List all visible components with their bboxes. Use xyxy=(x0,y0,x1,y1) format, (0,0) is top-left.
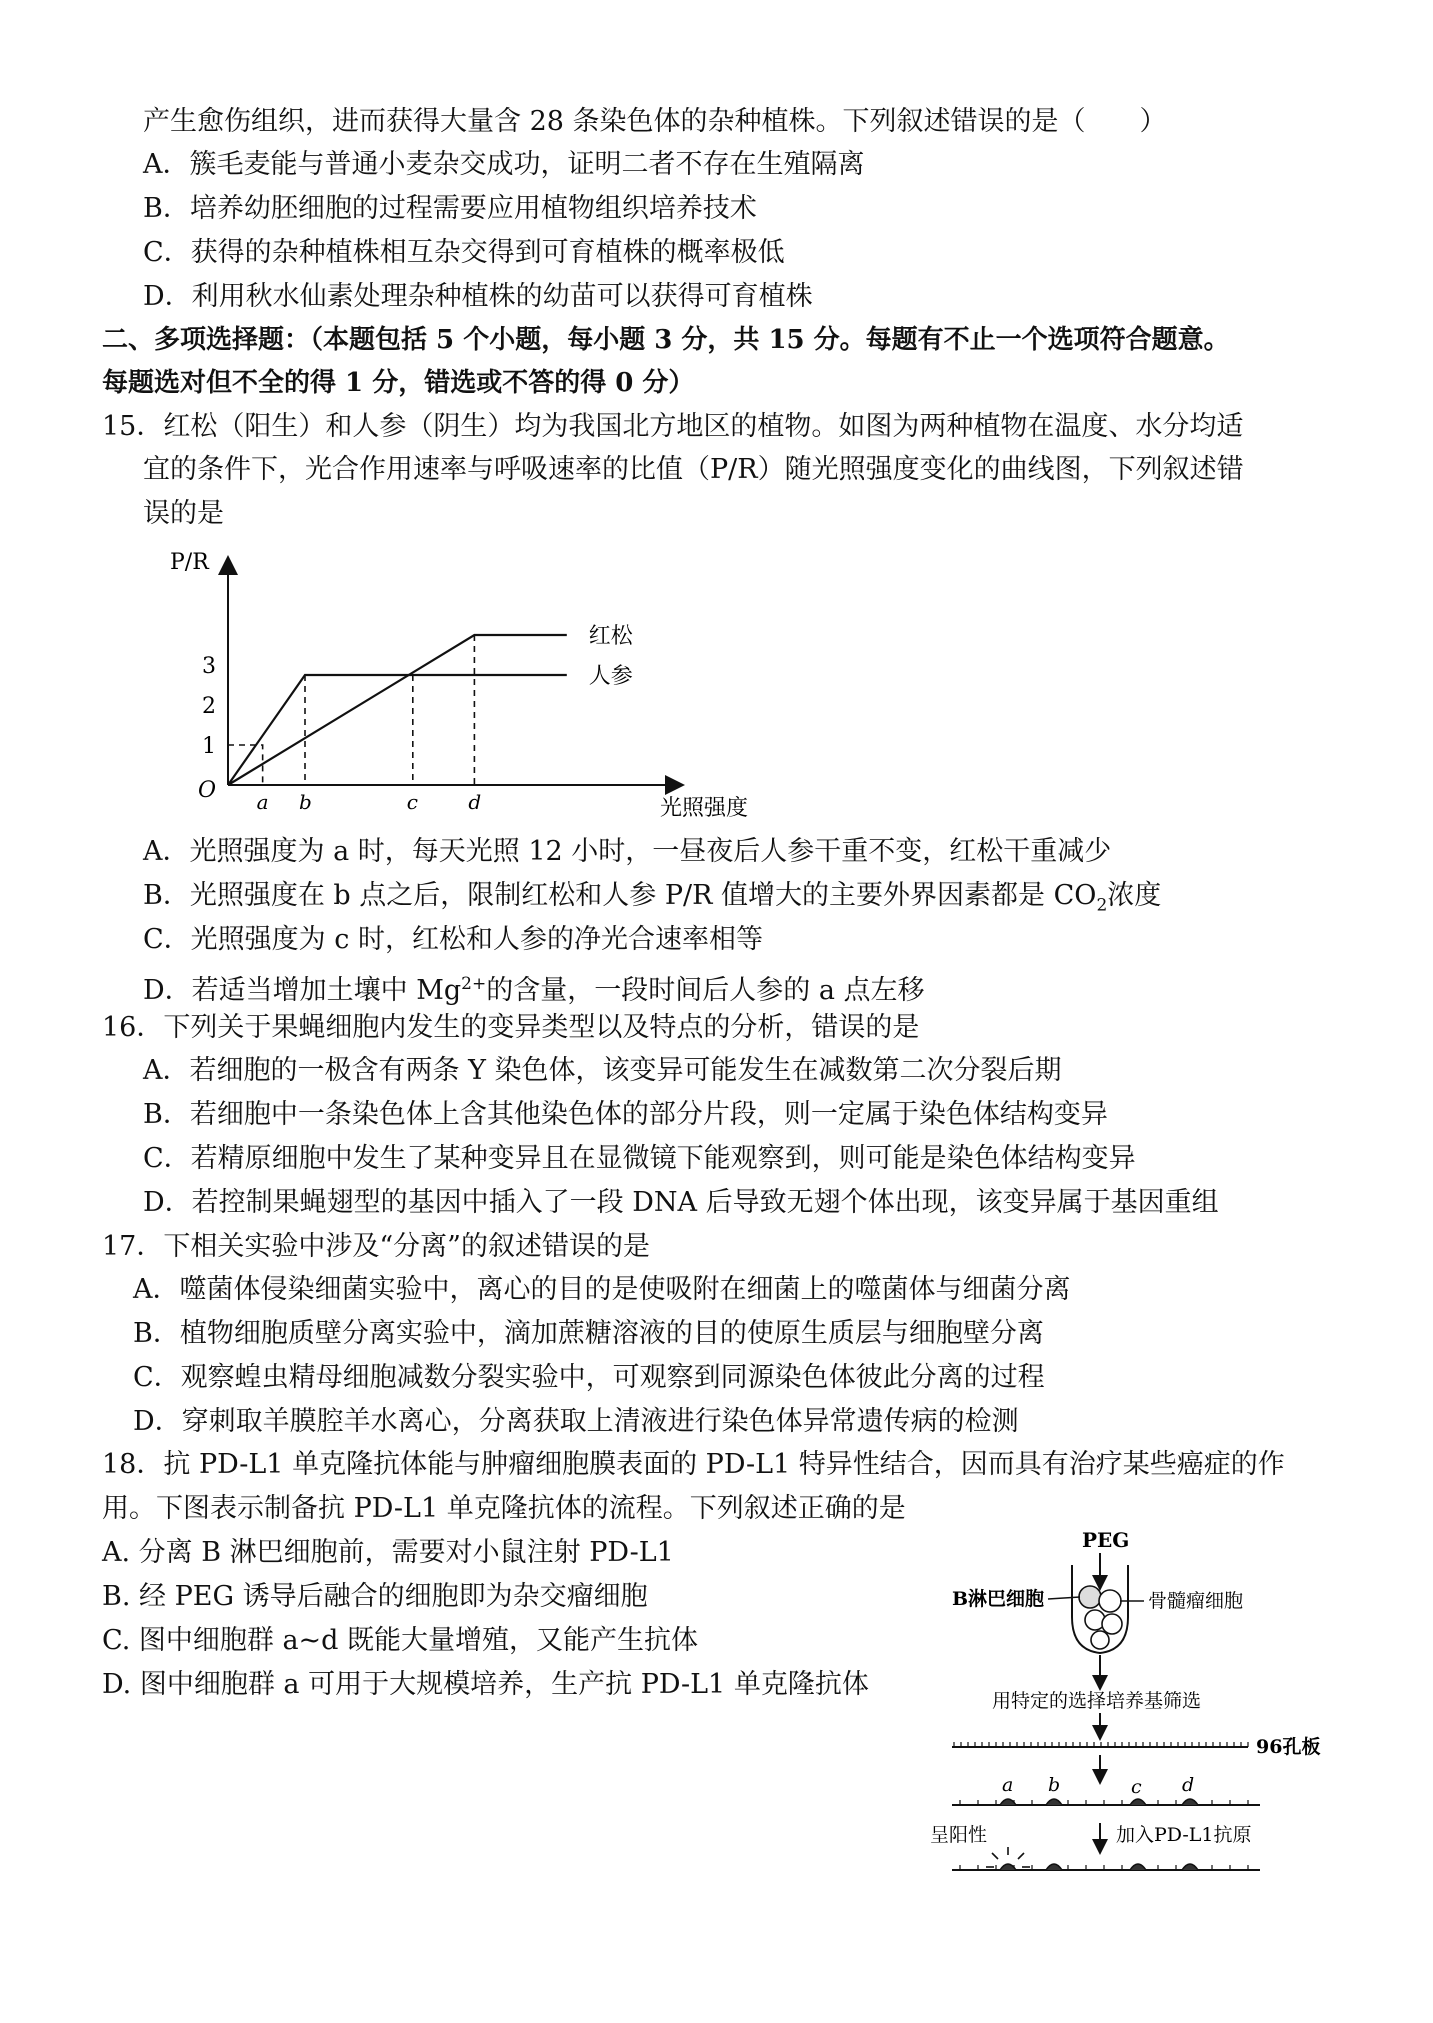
q15-option-d xyxy=(143,966,925,1009)
myeloma-circle xyxy=(1099,1590,1121,1612)
q16-option-d: D．若控制果蝇翅型的基因中插入了一段 DNA 后导致无翅个体出现，该变异属于基因重组 xyxy=(143,1187,1219,1218)
q15-option-a: A．光照强度为 a 时，每天光照 12 小时，一昼夜后人参干重不变，红松干重减少 xyxy=(143,836,1112,867)
series-hongsong-line xyxy=(228,635,567,785)
q15-option-b-tail: 浓度 xyxy=(1107,880,1162,911)
q15-option-b-sub: 2 xyxy=(1096,895,1108,916)
q14-option-b: B．培养幼胚细胞的过程需要应用植物组织培养技术 xyxy=(143,193,757,224)
x-axis-label: 光照强度 xyxy=(660,796,749,821)
q17-stem: 17．下相关实验中涉及“分离”的叙述错误的是 xyxy=(102,1231,650,1262)
section2-heading-line2: 每题选对但不全的得 1 分，错选或不答的得 0 分） xyxy=(102,368,695,398)
y-tick-label-1: 1 xyxy=(202,734,216,759)
q15-option-c: C．光照强度为 c 时，红松和人参的净光合速率相等 xyxy=(143,924,763,955)
well-c-label: c xyxy=(1131,1776,1142,1798)
origin-label: O xyxy=(198,778,217,803)
q15-option-b-text: B．光照强度在 b 点之后，限制红松和人参 P/R 值增大的主要外界因素都是 CO xyxy=(143,880,1097,911)
q14-option-c: C．获得的杂种植株相互杂交得到可育植株的概率极低 xyxy=(143,237,785,268)
q15-stem-line1: 15．红松（阳生）和人参（阴生）均为我国北方地区的植物。如图为两种植物在温度、水分均适 xyxy=(102,411,1244,442)
q15-stem-line2: 宜的条件下，光合作用速率与呼吸速率的比值（P/R）随光照强度变化的曲线图，下列叙述错 xyxy=(143,454,1244,485)
q15-option-d-text: D．若适当增加土壤中 Mg xyxy=(143,975,462,1006)
x-tick-label-b: b xyxy=(299,790,312,814)
screening-label: 用特定的选择培养基筛选 xyxy=(992,1690,1202,1712)
hybridoma-diagram-svg xyxy=(930,1525,1330,1895)
b-lymphocyte-label: B淋巴细胞 xyxy=(952,1588,1045,1610)
y-tick-label-2: 2 xyxy=(202,694,216,719)
x-tick-label-d: d xyxy=(468,790,482,814)
y-axis-label: P/R xyxy=(170,550,209,575)
q16-option-a: A．若细胞的一极含有两条 Y 染色体，该变异可能发生在减数第二次分裂后期 xyxy=(143,1055,1062,1086)
b-cell-circle xyxy=(1079,1586,1101,1608)
q18-option-d: D. 图中细胞群 a 可用于大规模培养，生产抗 PD-L1 单克隆抗体 xyxy=(102,1669,869,1700)
q17-option-a: A．噬菌体侵染细菌实验中，离心的目的是使吸附在细菌上的噬菌体与细菌分离 xyxy=(133,1274,1071,1305)
peg-label: PEG xyxy=(1082,1528,1130,1552)
q14-option-d: D．利用秋水仙素处理杂种植株的幼苗可以获得可育植株 xyxy=(143,281,813,312)
q15-stem-line3: 误的是 xyxy=(143,498,224,529)
fused-cell-circle-3 xyxy=(1091,1631,1109,1649)
q16-stem: 16．下列关于果蝇细胞内发生的变异类型以及特点的分析，错误的是 xyxy=(102,1012,920,1043)
q15-option-d-sup: 2+ xyxy=(461,974,487,994)
series-label-hongsong: 红松 xyxy=(588,624,633,649)
positive-label: 呈阳性 xyxy=(930,1824,988,1846)
q18-stem-line1: 18．抗 PD-L1 单克隆抗体能与肿瘤细胞膜表面的 PD-L1 特异性结合，因而具有治疗某些癌症的作 xyxy=(102,1449,1285,1480)
fused-cell-circle-2 xyxy=(1102,1614,1122,1634)
q17-option-d: D．穿刺取羊膜腔羊水离心，分离获取上清液进行染色体异常遗传病的检测 xyxy=(133,1406,1019,1437)
pr-chart-svg xyxy=(150,545,800,825)
q14-option-a: A．簇毛麦能与普通小麦杂交成功，证明二者不存在生殖隔离 xyxy=(143,149,865,180)
q14-stem-end: 产生愈伤组织，进而获得大量含 28 条染色体的杂种植株。下列叙述错误的是（ ） xyxy=(143,106,1167,137)
series-label-renshen: 人参 xyxy=(588,664,633,689)
series-renshen-line xyxy=(228,675,567,785)
q18-option-b: B. 经 PEG 诱导后融合的细胞即为杂交瘤细胞 xyxy=(102,1581,648,1612)
q17-option-b: B．植物细胞质壁分离实验中，滴加蔗糖溶液的目的使原生质层与细胞壁分离 xyxy=(133,1318,1044,1349)
b-cell-pointer xyxy=(1048,1597,1080,1599)
x-tick-label-c: c xyxy=(406,790,419,814)
y-tick-label-3: 3 xyxy=(202,654,216,679)
pr-chart xyxy=(150,545,800,825)
q16-option-b: B．若细胞中一条染色体上含其他染色体的部分片段，则一定属于染色体结构变异 xyxy=(143,1099,1108,1130)
x-tick-label-a: a xyxy=(256,790,269,814)
plate-label: 96孔板 xyxy=(1256,1736,1321,1758)
myeloma-label: 骨髓瘤细胞 xyxy=(1148,1590,1244,1612)
hybridoma-diagram xyxy=(930,1525,1330,1895)
q15-option-b xyxy=(143,878,1161,923)
q18-stem-line2: 用。下图表示制备抗 PD-L1 单克隆抗体的流程。下列叙述正确的是 xyxy=(102,1493,906,1524)
q15-option-d-tail: 的含量，一段时间后人参的 a 点左移 xyxy=(486,975,925,1006)
q18-option-a: A. 分离 B 淋巴细胞前，需要对小鼠注射 PD-L1 xyxy=(102,1537,674,1568)
q17-option-c: C．观察蝗虫精母细胞减数分裂实验中，可观察到同源染色体彼此分离的过程 xyxy=(133,1362,1045,1393)
antigen-label: 加入PD-L1抗原 xyxy=(1116,1824,1252,1846)
q18-option-c: C. 图中细胞群 a~d 既能大量增殖，又能产生抗体 xyxy=(102,1625,699,1656)
well-d-label: d xyxy=(1182,1774,1195,1796)
section2-heading-line1: 二、多项选择题：（本题包括 5 个小题，每小题 3 分，共 15 分。每题有不止一个选项符合题意。 xyxy=(102,325,1230,355)
well-b-label: b xyxy=(1048,1774,1061,1796)
well-a-label: a xyxy=(1002,1774,1014,1796)
q16-option-c: C．若精原细胞中发生了某种变异且在显微镜下能观察到，则可能是染色体结构变异 xyxy=(143,1143,1136,1174)
